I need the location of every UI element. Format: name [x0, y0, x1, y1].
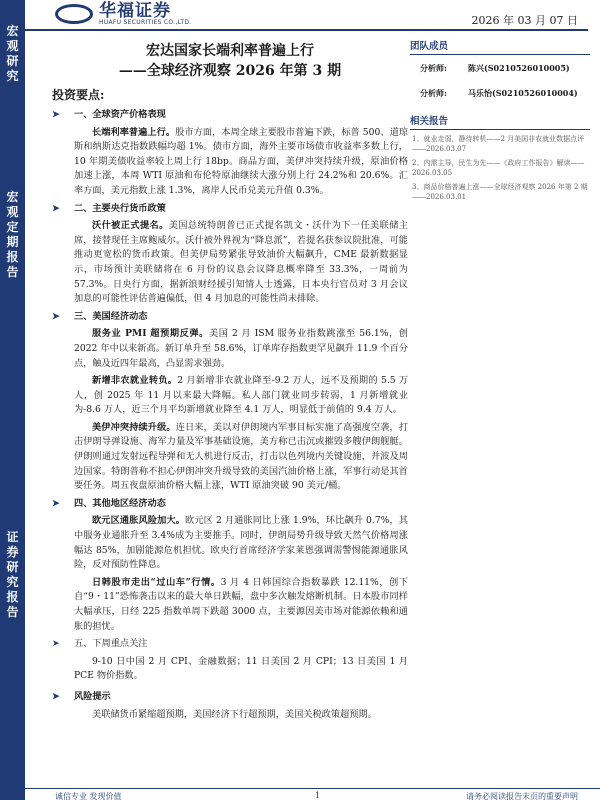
report-subtitle: ——全球经济观察 2026 年第 3 期: [118, 63, 342, 79]
sidebar-char: 究: [6, 575, 19, 589]
paragraph-body: [74, 514, 408, 572]
paragraph-lead: 美伊冲突持续升级。: [92, 421, 176, 433]
related-heading: 相关报告: [410, 113, 590, 130]
paragraph-lead: 沃什被正式提名。: [92, 220, 169, 232]
sidebar-char: 宏: [6, 190, 19, 204]
analyst-role: 分析师:: [420, 88, 447, 98]
paragraph-text: 连日来，美以对伊朗境内军事目标实施了高强度空袭，打击伊朗导弹设施、海军力量及军事基础设施，美方称已击沉或摧毁多艘伊朗舰艇。伊朗则通过发射远程导弹和无人机进行反击，打击以色列境内关键设施，并波及周边国家。特朗普称不担心伊朗冲突升级导致的美国汽油价格上涨，军事行动是其首要任务。周五夜盘原油价格大幅上涨，WTI 原油突破 90 美元/桶。: [74, 421, 409, 492]
paragraph-text: 3 月 4 日韩国综合指数暴跌 12.11%，创下自“9・11”恐怖袭击以来的最大单日跌幅，盘中多次触发熔断机制。日本股市同样大幅承压，日经 225 指数单周下跌超 3000 点，主要源因美市场对能源依赖和通胀的担忧。: [74, 576, 409, 632]
paragraph-text: 美联储货币紧缩超预期，美国经济下行超预期，美国关税政策超预期。: [92, 708, 377, 720]
analyst-role: 分析师:: [420, 63, 447, 73]
paragraph-text: 股市方面，本周全球主要股市普遍下跌，标普 500、道琼斯和纳斯达克指数跌幅均超 1%。债市方面，海外主要市场债市收益率多数上行，10 年期美债收益率较上周上行 18bp。商品方面，美伊冲突持续升级，原油价格加速上涨，本周 WTI 原油和布伦特原油继续大涨分别上行 24.2%和 20.6%。汇率方面，美元指数上涨 1.3%，离岸人民币兑美元升值 0.3%。: [74, 126, 408, 196]
sidebar-char: 研: [6, 54, 19, 68]
section-heading: [50, 497, 408, 512]
sidebar-char: 报: [6, 250, 19, 264]
paragraph: [50, 514, 408, 572]
section-heading: [50, 690, 408, 705]
sidebar-char: 究: [6, 69, 19, 83]
left-sidebar: [0, 0, 25, 800]
right-column: [410, 38, 590, 202]
paragraph-body: [74, 219, 408, 307]
related-report-link[interactable]: 1、就业走弱，静待转机——2 月美国非农就业数据点评——2026.03.07: [412, 135, 585, 153]
paragraph-lead: 服务业 PMI 超预期反弹。: [92, 328, 209, 340]
sidebar-char: 证: [6, 530, 19, 544]
analyst-name: 马乐怡(S0210526010004): [468, 88, 578, 98]
sidebar-label-report-type: [0, 190, 25, 280]
sidebar-char: 宏: [6, 24, 19, 38]
team-heading: 团队成员: [410, 38, 590, 55]
paragraph-body: [74, 374, 408, 418]
logo-name-en: HUAFU SECURITIES CO.,LTD.: [99, 18, 192, 26]
related-reports: [410, 113, 590, 202]
sidebar-char: 观: [6, 39, 19, 53]
paragraph: [50, 421, 408, 494]
key-points-heading: 投资要点:: [52, 88, 105, 102]
section-title: 四、其他地区经济动态: [74, 497, 166, 509]
page-footer: [25, 788, 600, 800]
logo-ring-icon: [55, 4, 93, 24]
report-date: 2026 年 03 月 07 日: [471, 14, 578, 27]
arrow-icon: ➤: [52, 639, 60, 650]
paragraph: [50, 126, 408, 199]
paragraph-body: [74, 126, 408, 199]
paragraph: [50, 374, 408, 418]
footer-slogan: 诚信专业 发现价值: [55, 792, 122, 800]
section-title: 五、下周重点关注: [74, 638, 148, 650]
sidebar-char: 告: [6, 605, 19, 619]
sidebar-char: 期: [6, 235, 19, 249]
analyst-row: [410, 63, 590, 74]
sidebar-char: 券: [6, 545, 19, 559]
sidebar-char: 研: [6, 560, 19, 574]
arrow-icon: ➤: [52, 498, 60, 509]
paragraph-text: 2 月新增非农就业降至-9.2 万人，远不及预期的 5.5 万人，创 2025 年 11 月以来最大降幅。私人部门就业同步转弱，1 月新增就业为-8.6 万人，近三个月平均新增就业降至 4.1 万人，明显低于前值的 9.4 万人。: [74, 375, 409, 416]
footer-disclaimer: 请务必阅读报告末页的重要声明: [466, 792, 578, 800]
section-heading: [50, 637, 408, 652]
paragraph-text: 美国总统特朗普已正式提名凯文・沃什为下一任美联储主席，接替现任主席鲍威尔。沃什被外界视为“降息派”，若提名获参议院批准，可能推动更宽松的货币政策。但美伊局势紧张导致油价大幅飙升，CME 最新数据显示，市场预计美联储将在 6 月份的议息会议降息概率降至 33.3%，一周前为 57.3%。日央行方面，据新浪财经援引知情人士透露，日本央行官员对 3 月会议加息的可能性评估普遍偏低，但 4 月加息的可能性尚未排除。: [74, 220, 408, 305]
paragraph-body: [74, 421, 408, 494]
paragraph: [50, 327, 408, 371]
paragraph-body: [74, 576, 408, 634]
paragraph-text: 9-10 日中国 2 月 CPI、金融数据；11 日美国 2 月 CPI；13 日美国 1 月 PCE 物价指数。: [74, 655, 408, 682]
related-report-link[interactable]: 2、内需主导，民生为先——《政府工作报告》解读——2026.03.05: [412, 159, 585, 177]
section-title: 三、美国经济动态: [74, 310, 148, 322]
arrow-icon: ➤: [52, 110, 60, 120]
paragraph: [50, 219, 408, 307]
sidebar-label-securities-report: [0, 530, 25, 620]
paragraph-lead: 欧元区通胀风险加大。: [92, 515, 186, 527]
related-report-link[interactable]: 3、商品价格普遍上涨——全球经济观察 2026 年第 2 期——2026.03.01: [412, 183, 588, 201]
arrow-icon: ➤: [52, 311, 60, 322]
analyst-row: [410, 88, 590, 99]
company-logo: [55, 0, 192, 28]
logo-name-cn: 华福证券: [99, 0, 171, 21]
section-heading: [50, 202, 408, 217]
paragraph: [50, 655, 408, 684]
report-title: 宏达国家长端利率普遍上行: [146, 43, 314, 59]
sidebar-char: 报: [6, 590, 19, 604]
analyst-name: 陈兴(S0210526010005): [468, 63, 570, 73]
paragraph: [50, 708, 408, 723]
main-content: [50, 106, 408, 725]
logo-text: [99, 0, 192, 26]
paragraph-text: 欧元区 2 月通胀同比上涨 1.9%，环比飙升 0.7%，其中服务业通胀升至 3.4%成为主要推手。同时，伊朗局势升级导致天然气价格周涨幅达 85%，加剧能源危机担忧。欧央行首席经济学家莱恩强调需警惕能源通胀风险，反对预防性降息。: [74, 515, 408, 571]
paragraph: [50, 576, 408, 634]
arrow-icon: ➤: [52, 691, 60, 702]
paragraph-text: 美国 2 月 ISM 服务业指数跳涨至 56.1%，创 2022 年中以来新高。新订单升至 58.6%，订单库存指数更罕见飙升 11.9 个百分点，触及近四年最高，凸显需求强劲。: [74, 328, 408, 369]
paragraph-lead: 新增非农就业转负。: [92, 375, 178, 387]
section-heading: [50, 108, 408, 123]
paragraph-lead: 日韩股市走出“过山车”行情。: [92, 576, 221, 588]
section-heading: [50, 310, 408, 325]
section-title: 二、主要央行货币政策: [74, 202, 166, 214]
arrow-icon: ➤: [52, 203, 60, 214]
sidebar-char: 观: [6, 205, 19, 219]
sidebar-char: 定: [6, 220, 19, 234]
page-header: [25, 0, 600, 30]
sidebar-char: 告: [6, 265, 19, 279]
header-divider: [25, 29, 588, 31]
page-number: 1: [315, 791, 321, 800]
section-title: 风险提示: [74, 690, 111, 702]
sidebar-label-research: [0, 24, 25, 84]
section-title: 一、全球资产价格表现: [74, 109, 166, 120]
paragraph-body: [74, 327, 408, 371]
paragraph-lead: 长端利率普遍上行。: [92, 126, 176, 138]
